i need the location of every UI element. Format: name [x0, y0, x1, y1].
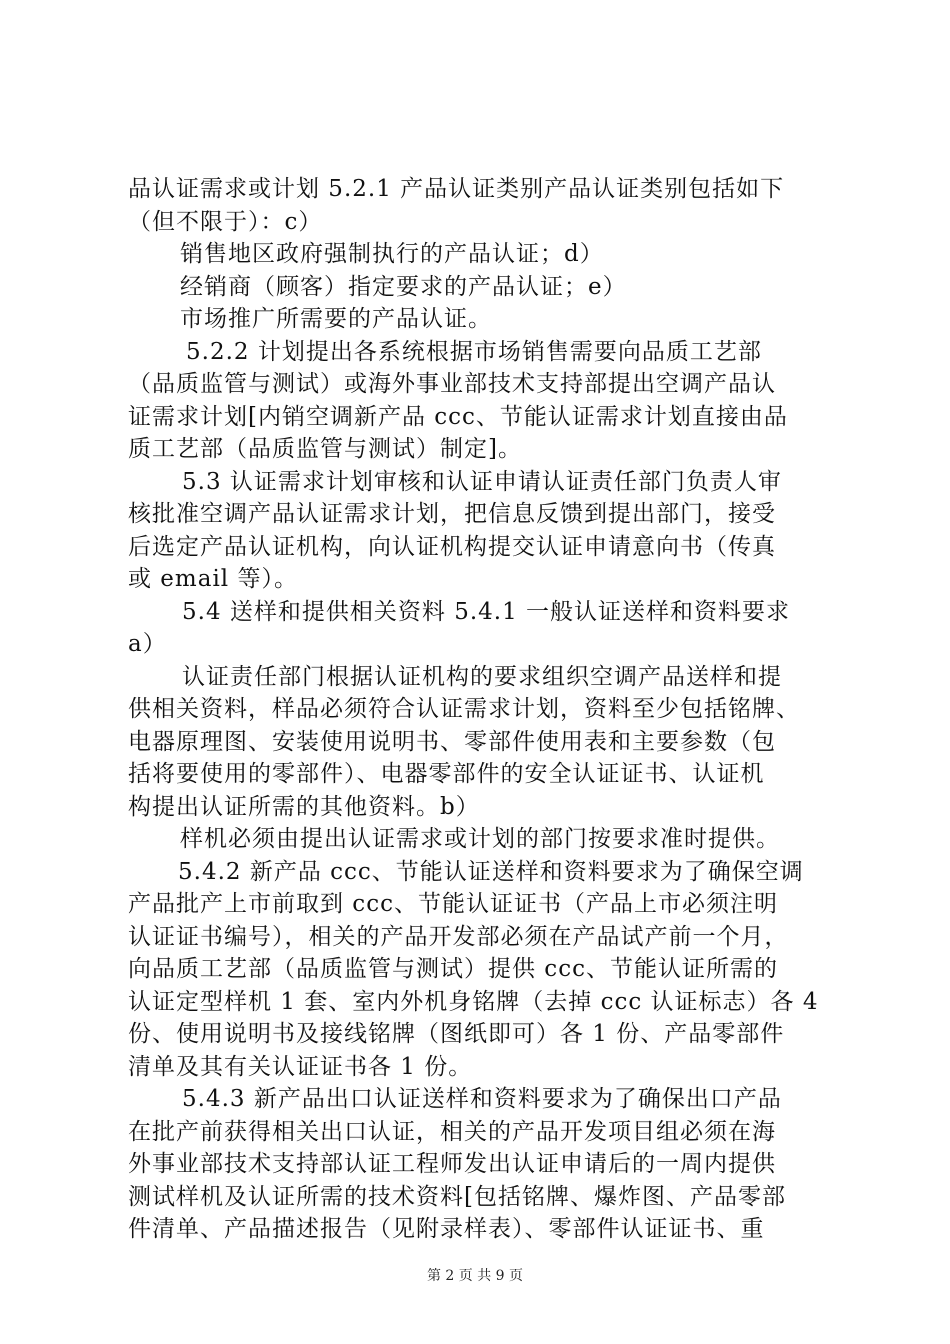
- text-line: （品质监管与测试）或海外事业部技术支持部提出空调产品认: [128, 371, 776, 397]
- text-line: 向品质工艺部（品质监管与测试）提供 ccc、节能认证所需的: [128, 956, 778, 982]
- text-line: 或 email 等）。: [128, 566, 298, 592]
- text-line: 构提出认证所需的其他资料。b）: [128, 793, 480, 820]
- text-line: 供相关资料，样品必须符合认证需求计划，资料至少包括铭牌、: [128, 696, 800, 722]
- text-line: 认证责任部门根据认证机构的要求组织空调产品送样和提: [182, 663, 782, 690]
- text-line: 样机必须由提出认证需求或计划的部门按要求准时提供。: [180, 826, 780, 852]
- text-line: 5.4.2 新产品 ccc、节能认证送样和资料要求为了确保空调: [178, 858, 804, 885]
- text-line: 括将要使用的零部件）、电器零部件的安全认证证书、认证机: [128, 761, 765, 787]
- text-line: 电器原理图、安装使用说明书、零部件使用表和主要参数（包: [128, 728, 776, 755]
- text-line: a）: [128, 631, 167, 657]
- document-body: [128, 173, 838, 1246]
- text-line: 外事业部技术支持部认证工程师发出认证申请后的一周内提供: [128, 1151, 776, 1177]
- text-line: 质工艺部（品质监管与测试）制定]。: [128, 436, 522, 462]
- text-line: 证需求计划[内销空调新产品 ccc、节能认证需求计划直接由品: [128, 403, 788, 430]
- text-line: 5.3 认证需求计划审核和认证申请认证责任部门负责人审: [182, 468, 782, 495]
- text-line: 认证定型样机 1 套、室内外机身铭牌（去掉 ccc 认证标志）各 4: [128, 988, 819, 1015]
- text-line: 市场推广所需要的产品认证。: [180, 306, 492, 332]
- text-line: 5.2.2 计划提出各系统根据市场销售需要向品质工艺部: [186, 338, 762, 365]
- text-line: 产品批产上市前取到 ccc、节能认证证书（产品上市必须注明: [128, 891, 778, 917]
- text-line: 件清单、产品描述报告（见附录样表）、零部件认证证书、重: [128, 1216, 765, 1242]
- text-line: 测试样机及认证所需的技术资料[包括铭牌、爆炸图、产品零部: [128, 1183, 786, 1210]
- text-line: 5.4.3 新产品出口认证送样和资料要求为了确保出口产品: [182, 1086, 782, 1112]
- text-line: 5.4 送样和提供相关资料 5.4.1 一般认证送样和资料要求: [182, 598, 791, 625]
- text-line: 经销商（顾客）指定要求的产品认证；e）: [180, 273, 627, 300]
- text-line: 后选定产品认证机构，向认证机构提交认证申请意向书（传真: [128, 533, 776, 560]
- text-line: 品认证需求或计划 5.2.1 产品认证类别产品认证类别包括如下: [128, 176, 785, 202]
- text-line: 认证证书编号），相关的产品开发部必须在产品试产前一个月，: [128, 923, 789, 950]
- text-line: 清单及其有关认证证书各 1 份。: [128, 1053, 473, 1080]
- text-line: 份、使用说明书及接线铭牌（图纸即可）各 1 份、产品零部件: [128, 1021, 785, 1047]
- text-line: （但不限于）：c）: [128, 208, 323, 235]
- text-line: 在批产前获得相关出口认证，相关的产品开发项目组必须在海: [128, 1118, 776, 1145]
- page-footer: 第 2 页 共 9 页: [426, 1268, 524, 1284]
- text-line: 核批准空调产品认证需求计划，把信息反馈到提出部门，接受: [128, 501, 776, 527]
- text-line: 销售地区政府强制执行的产品认证；d）: [180, 241, 604, 267]
